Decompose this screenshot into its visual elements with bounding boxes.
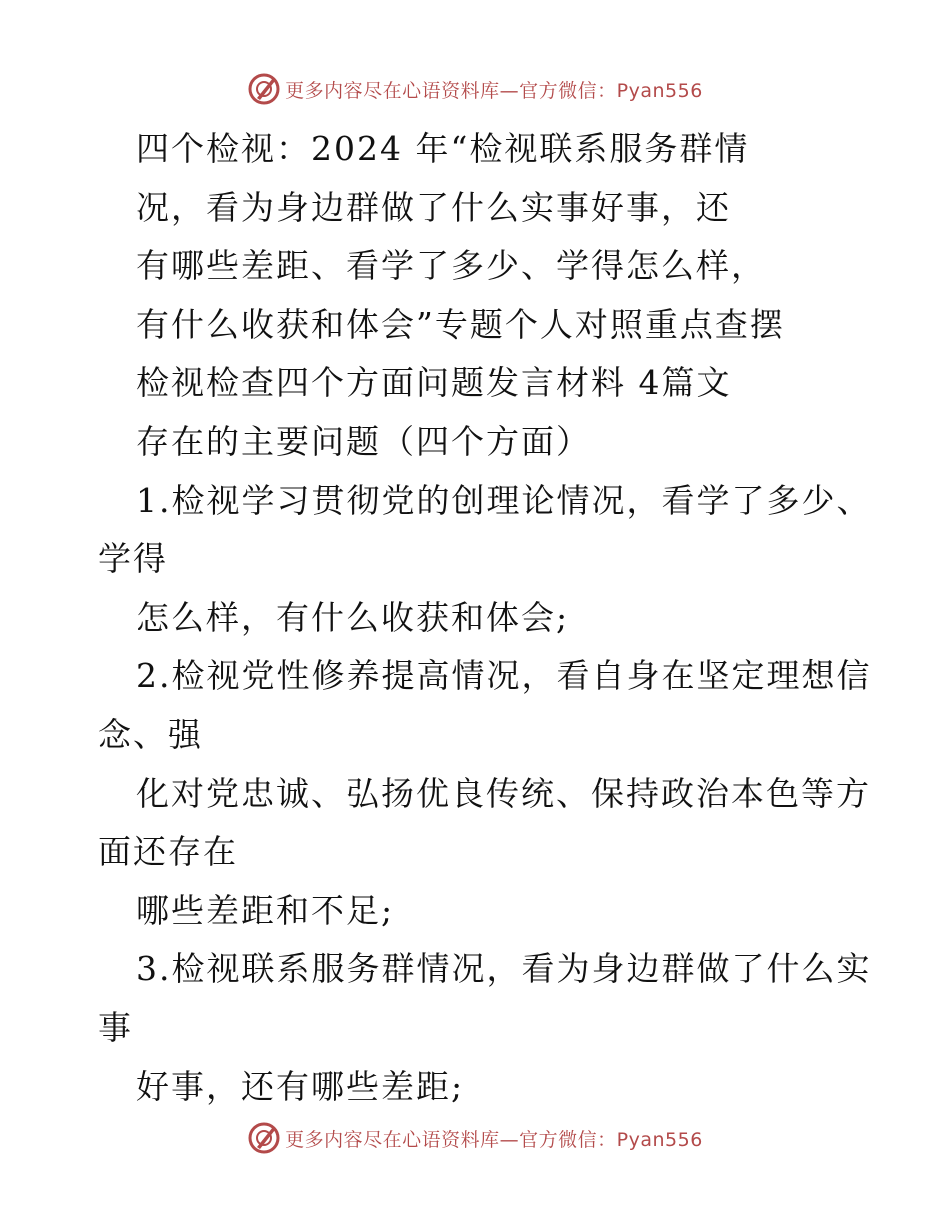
paragraph-line: 事: [98, 1007, 133, 1047]
section-heading: 存在的主要问题（四个方面）: [136, 421, 591, 461]
paragraph-line: 怎么样，有什么收获和体会;: [136, 597, 570, 637]
paragraph-line: 1.检视学习贯彻党的创理论情况，看学了多少、: [136, 480, 872, 520]
title-line-4: 有什么收获和体会”专题个人对照重点查摆: [136, 304, 785, 344]
title-line-3: 有哪些差距、看学了多少、学得怎么样，: [136, 246, 766, 286]
logo-icon: [247, 72, 281, 106]
paragraph-line: 2.检视党性修养提高情况，看自身在坚定理想信: [136, 656, 872, 696]
paragraph-line: 化对党忠诚、弘扬优良传统、保持政治本色等方: [136, 773, 871, 813]
watermark-text: 更多内容尽在心语资料库—官方微信：Pyan556: [285, 79, 703, 102]
title-line-1: 四个检视：2024 年“检视联系服务群情: [136, 129, 750, 168]
document-body: [98, 120, 872, 1116]
title-line-2: 况，看为身边群做了什么实事好事，还: [136, 187, 731, 227]
paragraph-line: 好事，还有哪些差距;: [136, 1066, 465, 1106]
logo-icon: [247, 1121, 281, 1155]
footer-watermark: [0, 1121, 950, 1155]
paragraph-line: 3.检视联系服务群情况，看为身边群做了什么实: [136, 949, 872, 989]
paragraph-line: 面还存在: [98, 832, 238, 872]
paragraph-line: 哪些差距和不足;: [136, 890, 395, 930]
paragraph-line: 念、强: [98, 714, 203, 754]
header-watermark: [0, 72, 950, 106]
paragraph-line: 学得: [98, 539, 168, 579]
title-line-5: 检视检查四个方面问题发言材料 4篇文: [136, 363, 732, 403]
watermark-text: 更多内容尽在心语资料库—官方微信：Pyan556: [285, 1128, 703, 1151]
